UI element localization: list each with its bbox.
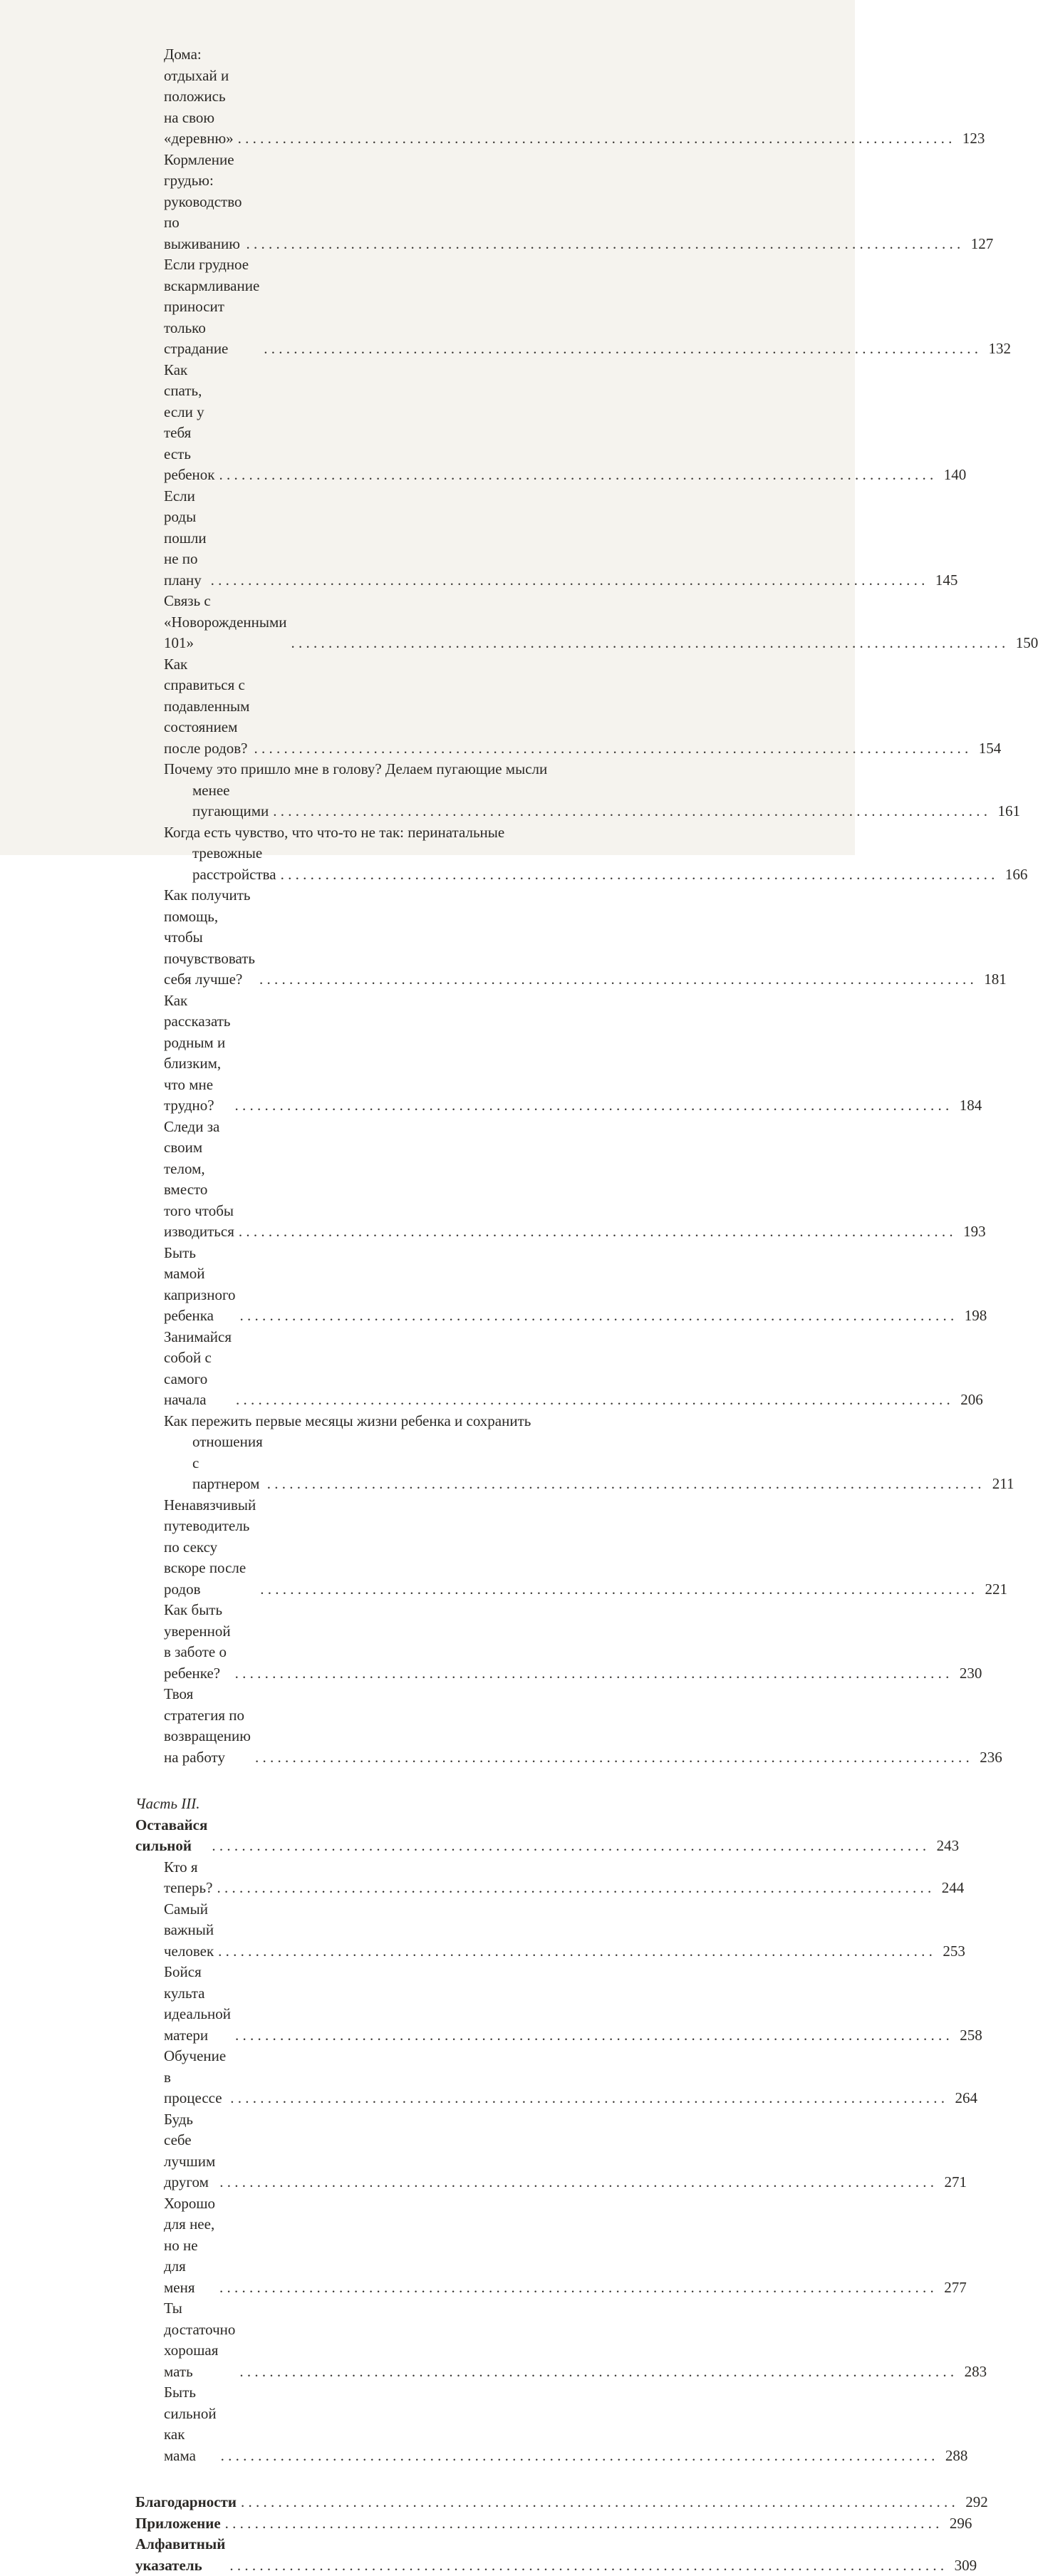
toc-entry: [135, 2193, 663, 2299]
section-gap: [135, 1768, 663, 1794]
toc-entry-title: Дома: отдыхай и положись на свою «деревню»: [164, 44, 234, 150]
toc-entry-page: 193: [957, 1221, 986, 1243]
leader-dots: [230, 2088, 945, 2109]
leader-dots: [239, 2362, 954, 2383]
toc-entry-page: 140: [938, 465, 966, 486]
toc-entry-page: 198: [958, 1305, 987, 1327]
section-gap: [135, 2466, 663, 2492]
toc-entry-page: 166: [999, 864, 1027, 886]
leader-dots: [273, 801, 987, 822]
toc-entry: [135, 2382, 663, 2466]
leader-dots: [221, 2446, 935, 2467]
toc-entry-page: 181: [978, 969, 1007, 990]
toc-entry-title: Как рассказать родным и близким, что мне трудно?: [164, 990, 230, 1117]
part-heading-title: [135, 1794, 207, 1857]
toc-entry: [135, 1327, 663, 1411]
leader-dots: [235, 1663, 950, 1685]
leader-dots: [219, 2172, 934, 2193]
toc-entry: [135, 486, 663, 591]
toc-entry-title: Самый важный человек: [164, 1899, 214, 1962]
leader-dots: [234, 1095, 949, 1117]
toc-entry-title: Алфавитный указатель: [135, 2534, 225, 2576]
toc-entry-page: 258: [954, 2025, 982, 2047]
toc-entry: [135, 1684, 663, 1768]
toc-entry: [135, 150, 663, 255]
toc-entry-line1: [135, 759, 663, 780]
leader-dots: [212, 1836, 926, 1857]
toc-part-heading: [135, 1794, 663, 1857]
toc-back-matter-entry: [135, 2492, 663, 2513]
leader-dots: [219, 465, 934, 486]
leader-dots: [246, 234, 960, 255]
toc-entry-title: Бойся культа идеальной матери: [164, 1962, 231, 2046]
toc-entry-line1: [135, 1411, 663, 1432]
toc-back-matter-entry: [135, 2513, 663, 2535]
toc-entry: [135, 1117, 663, 1243]
leader-dots: [218, 1941, 933, 1962]
toc-entry-page: 309: [948, 2555, 977, 2576]
leader-dots: [267, 1474, 982, 1495]
toc-entry-page: 296: [943, 2513, 972, 2535]
toc-entry: [135, 1962, 663, 2046]
part-title: Оставайся сильной: [135, 1816, 207, 1855]
leader-dots: [281, 864, 995, 886]
toc-entry-title: Как пережить первые месяцы жизни ребенка и сохранить: [164, 1411, 531, 1432]
toc-entry-title: Ты достаточно хорошая мать: [164, 2298, 235, 2382]
toc-entry-title: Будь себе лучшим другом: [164, 2109, 215, 2193]
toc-entry-title: Почему это пришло мне в голову? Делаем пугающие мысли: [164, 759, 547, 780]
toc-entry-title: Как получить помощь, чтобы почувствовать себя лучше?: [164, 885, 255, 990]
part-label: Часть III.: [135, 1795, 200, 1812]
toc-entry-page: 271: [938, 2172, 967, 2193]
toc-entry-title: Быть сильной как мама: [164, 2382, 217, 2466]
toc-entry-page: 264: [949, 2088, 977, 2109]
toc-entry-page: 184: [953, 1095, 982, 1117]
toc-entry-title: Быть мамой капризного ребенка: [164, 1243, 236, 1327]
toc-entry-page: 211: [986, 1474, 1014, 1495]
leader-dots: [260, 1579, 975, 1600]
toc-entry-page: 127: [965, 234, 993, 255]
leader-dots: [239, 1221, 953, 1243]
toc-entry-title-continued: тревожные расстройства: [192, 843, 276, 885]
toc-entry-title: Связь с «Новорожденными 101»: [164, 591, 287, 654]
book-page: [0, 0, 855, 855]
table-of-contents: [135, 44, 663, 2576]
toc-entry: [135, 654, 663, 760]
toc-entry-title: Когда есть чувство, что что-то не так: перинатальные: [164, 822, 504, 844]
toc-entry: [135, 1495, 663, 1600]
toc-entry-page: 154: [972, 738, 1001, 760]
toc-entry-page: 161: [992, 801, 1020, 822]
toc-entry-page: 206: [955, 1390, 983, 1411]
toc-entry-title: Обучение в процессе: [164, 2046, 226, 2109]
leader-dots: [240, 1305, 955, 1327]
toc-entry-title: Благодарности: [135, 2492, 237, 2513]
toc-entry-page: 132: [982, 338, 1011, 360]
toc-entry-line2: [135, 1432, 663, 1495]
toc-entry-title: Кормление грудью: руководство по выживанию: [164, 150, 242, 255]
toc-entry-title: Занимайся собой с самого начала: [164, 1327, 232, 1411]
toc-entry-page: 244: [935, 1878, 964, 1899]
toc-entry-title: Кто я теперь?: [164, 1857, 212, 1899]
toc-entry-page: 230: [953, 1663, 982, 1685]
leader-dots: [254, 738, 968, 760]
toc-entry: [135, 990, 663, 1117]
leader-dots: [255, 1747, 970, 1769]
leader-dots: [264, 338, 978, 360]
toc-entry-title: Ненавязчивый путеводитель по сексу вскоре после родов: [164, 1495, 256, 1600]
toc-entry: [135, 1899, 663, 1962]
toc-entry: [135, 1857, 663, 1899]
leader-dots: [241, 2492, 955, 2513]
leader-dots: [291, 633, 1006, 654]
toc-entry-title: Как быть уверенной в заботе о ребенке?: [164, 1600, 231, 1684]
leader-dots: [217, 1878, 931, 1899]
toc-entry-page: 150: [1010, 633, 1038, 654]
toc-entry-title: Хорошо для нее, но не для меня: [164, 2193, 215, 2299]
toc-entry-page: 236: [974, 1747, 1002, 1769]
toc-entry-title: Твоя стратегия по возвращению на работу: [164, 1684, 251, 1768]
toc-entry-line2: [135, 843, 663, 885]
toc-entry: [135, 2298, 663, 2382]
leader-dots: [235, 2025, 950, 2047]
toc-entry-page: 221: [979, 1579, 1007, 1600]
toc-entry: [135, 591, 663, 654]
toc-entry-title-continued: отношения с партнером: [192, 1432, 263, 1495]
leader-dots: [211, 570, 925, 591]
leader-dots: [238, 128, 953, 150]
toc-entry-line1: [135, 822, 663, 844]
leader-dots: [259, 969, 974, 990]
leader-dots: [229, 2555, 944, 2576]
toc-entry-title: Следи за своим телом, вместо того чтобы изводиться: [164, 1117, 234, 1243]
toc-entry: [135, 360, 663, 486]
toc-entry-title: Если грудное вскармливание приносит только страдание: [164, 254, 259, 360]
leader-dots: [219, 2277, 934, 2299]
toc-entry-title: Приложение: [135, 2513, 221, 2535]
toc-entry: [135, 1600, 663, 1684]
toc-back-matter-entry: [135, 2534, 663, 2576]
toc-entry-title: Как справиться с подавленным состоянием после родов?: [164, 654, 249, 760]
toc-entry: [135, 2109, 663, 2193]
toc-entry-title: Как спать, если у тебя есть ребенок: [164, 360, 215, 486]
toc-entry-page: 145: [929, 570, 957, 591]
toc-entry-title-continued: менее пугающими: [192, 780, 269, 822]
toc-entry: [135, 885, 663, 990]
toc-entry-page: 283: [958, 2362, 987, 2383]
toc-entry: [135, 254, 663, 360]
toc-entry-page: 277: [938, 2277, 967, 2299]
toc-entry: [135, 2046, 663, 2109]
toc-entry-page: 123: [956, 128, 985, 150]
toc-entry-title: Если роды пошли не по плану: [164, 486, 207, 591]
toc-entry-page: 292: [960, 2492, 988, 2513]
toc-entry-page: 253: [937, 1941, 965, 1962]
leader-dots: [225, 2513, 940, 2535]
leader-dots: [236, 1390, 950, 1411]
toc-entry: [135, 44, 663, 150]
toc-entry-page: 288: [939, 2446, 967, 2467]
toc-entry: [135, 1243, 663, 1327]
toc-entry-page: 243: [930, 1836, 959, 1857]
toc-entry-line2: [135, 780, 663, 822]
